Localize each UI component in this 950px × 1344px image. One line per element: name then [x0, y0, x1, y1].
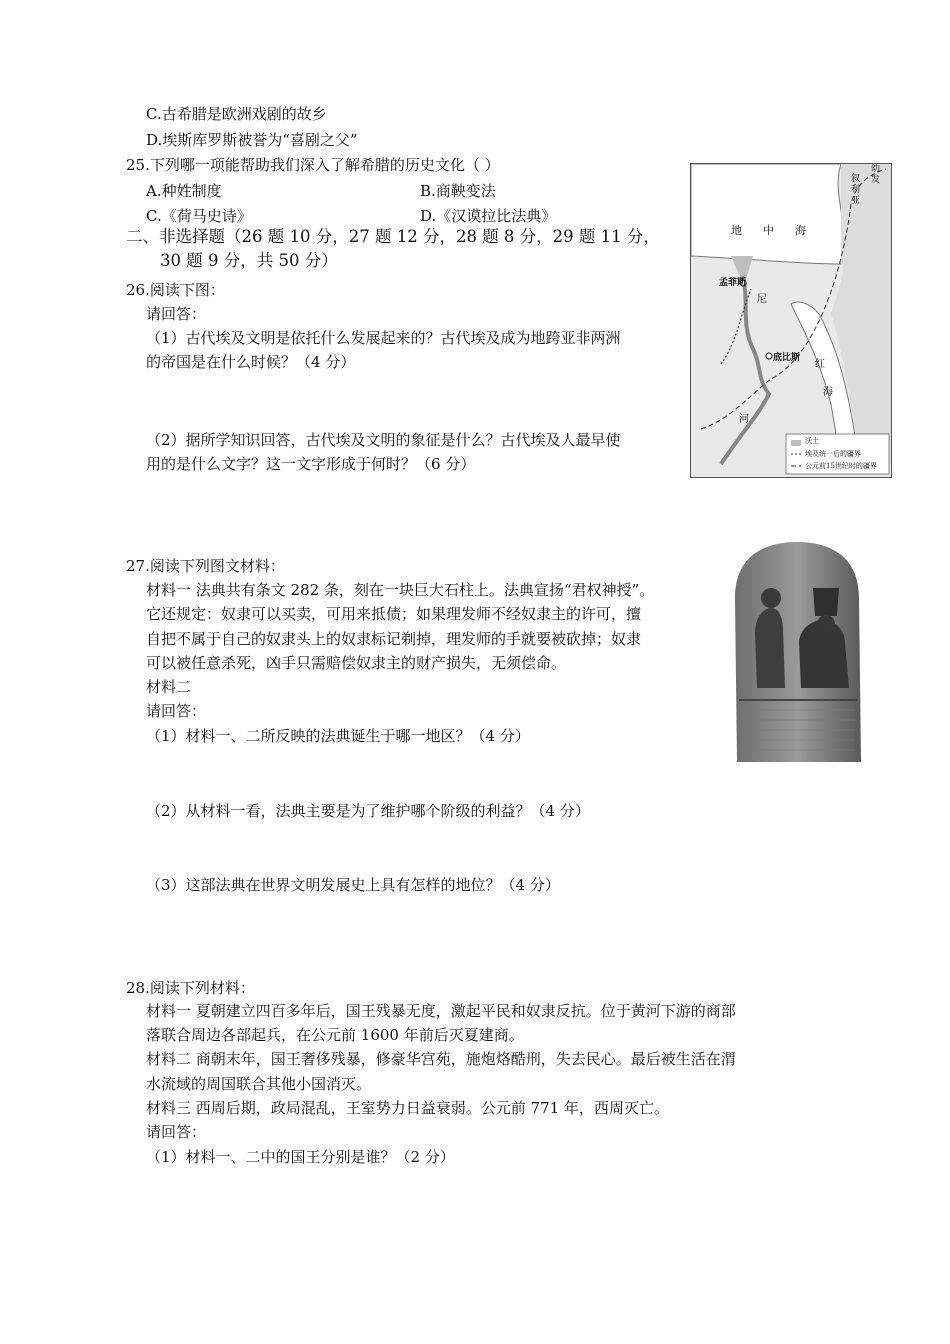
seated-god-head: [817, 615, 835, 633]
q27-material1-line4: 可以被任意杀死，凶手只需赔偿奴隶主的财产损失，无须偿命。: [146, 654, 567, 672]
map-red-sea-char-1: 红: [815, 359, 825, 370]
q28-material2-line1: 材料二 商朝末年，国王奢侈残暴，修豪华宫苑，施炮烙酷刑，失去民心。最后被生活在渭: [146, 1050, 736, 1068]
q27-part2: （2）从材料一看，法典主要是为了维护哪个阶级的利益？（4 分）: [146, 802, 590, 820]
q27-prompt: 请回答：: [146, 702, 207, 720]
mediterranean-sea-shape: [691, 164, 844, 264]
q24-option-c: C.古希腊是欧洲戏剧的故乡: [146, 105, 327, 123]
map-legend-unified: 埃及统一后的疆界: [805, 450, 861, 458]
q27-material1-line2: 它还规定：奴隶可以买卖，可用来抵债；如果理发师不经奴隶主的许可，擅: [146, 605, 642, 623]
map-region-top-1: 幼: [871, 164, 881, 174]
map-region-top-5: 亚: [851, 196, 861, 206]
map-region-top-3: 叙: [851, 174, 861, 184]
map-region-top-4: 利: [851, 185, 861, 195]
seated-god-headdress: [813, 588, 839, 616]
q27-material1-line1: 材料一 法典共有条文 282 条，刻在一块巨大石柱上。法典宣扬“君权神授”。: [146, 581, 655, 599]
stele-drawing: [727, 538, 867, 762]
q26-part2-line1: （2）据所学知识回答，古代埃及文明的象征是什么？古代埃及人最早使: [146, 431, 621, 449]
q27-part3: （3）这部法典在世界文明发展史上具有怎样的地位？（4 分）: [146, 876, 560, 894]
map-sea-char-1: 地: [731, 224, 742, 237]
q25-option-c: C.《荷马史诗》: [146, 207, 252, 225]
q28-prompt: 请回答：: [146, 1123, 207, 1141]
q24-option-d: D.埃斯库罗斯被誉为“喜剧之父”: [146, 131, 358, 149]
q28-part1: （1）材料一、二中的国王分别是谁？（2 分）: [146, 1148, 455, 1166]
section2-header-line2: 30 题 9 分，共 50 分）: [160, 251, 338, 270]
map-legend-fertile: 沃土: [805, 437, 819, 445]
q27-stem: 27.阅读下列图文材料：: [126, 557, 285, 575]
section2-header-line1: 二、非选择题（26 题 10 分，27 题 12 分，28 题 8 分，29 题 11 分，: [126, 227, 660, 246]
egypt-map: [690, 163, 892, 478]
q28-material2-line2: 水流域的周国联合其他小国消灭。: [146, 1075, 372, 1093]
map-sea-char-3: 海: [795, 224, 806, 237]
thebes-dot: [766, 353, 772, 359]
standing-figure-shape: [755, 608, 785, 688]
q25-stem: 25.下列哪一项能帮助我们深入了解希腊的历史文化（ ）: [126, 156, 500, 174]
q28-stem: 28.阅读下列材料：: [126, 979, 255, 997]
map-city-thebes: 底比斯: [773, 353, 801, 363]
q28-material1-line2: 落联合周边各部起兵，在公元前 1600 年前后灭夏建商。: [146, 1026, 524, 1044]
standing-figure-head: [761, 588, 781, 608]
q28-material3: 材料三 西周后期，政局混乱，王室势力日益衰弱。公元前 771 年，西周灭亡。: [146, 1099, 669, 1117]
q27-material2-label: 材料二: [146, 678, 192, 696]
map-red-sea-char-2: 海: [823, 387, 833, 398]
map-legend-15c: 公元前15世纪时的疆界: [805, 462, 877, 470]
q25-option-a: A.种姓制度: [146, 182, 222, 200]
hammurabi-stele-image: [727, 538, 867, 762]
map-region-top-2: 发: [871, 175, 881, 185]
q26-part1-line1: （1）古代埃及文明是依托什么发展起来的？古代埃及成为地跨亚非两洲: [146, 329, 621, 347]
q26-stem: 26.阅读下图：: [126, 281, 225, 299]
q27-material1-line3: 自把不属于自己的奴隶头上的奴隶标记剃掉，理发师的手就要被砍掉；奴隶: [146, 630, 642, 648]
q26-part2-line2: 用的是什么文字？这一文字形成于何时？（6 分）: [146, 455, 476, 473]
q26-part1-line2: 的帝国是在什么时候？（4 分）: [146, 353, 356, 371]
map-nile-char: 尼: [757, 294, 767, 305]
q27-part1: （1）材料一、二所反映的法典诞生于哪一地区？（4 分）: [146, 727, 530, 745]
q28-material1-line1: 材料一 夏朝建立四百多年后，国王残暴无度，激起平民和奴隶反抗。位于黄河下游的商部: [146, 1002, 736, 1020]
legend-swatch-fertile: [791, 440, 801, 446]
q26-prompt: 请回答：: [146, 305, 207, 323]
q25-option-b: B.商鞅变法: [420, 182, 496, 200]
q25-option-d: D.《汉谟拉比法典》: [420, 207, 557, 225]
egypt-map-drawing: [691, 164, 891, 477]
map-city-memphis: 孟菲斯: [719, 278, 747, 288]
map-river-char: 河: [739, 414, 749, 425]
map-sea-char-2: 中: [763, 224, 774, 237]
